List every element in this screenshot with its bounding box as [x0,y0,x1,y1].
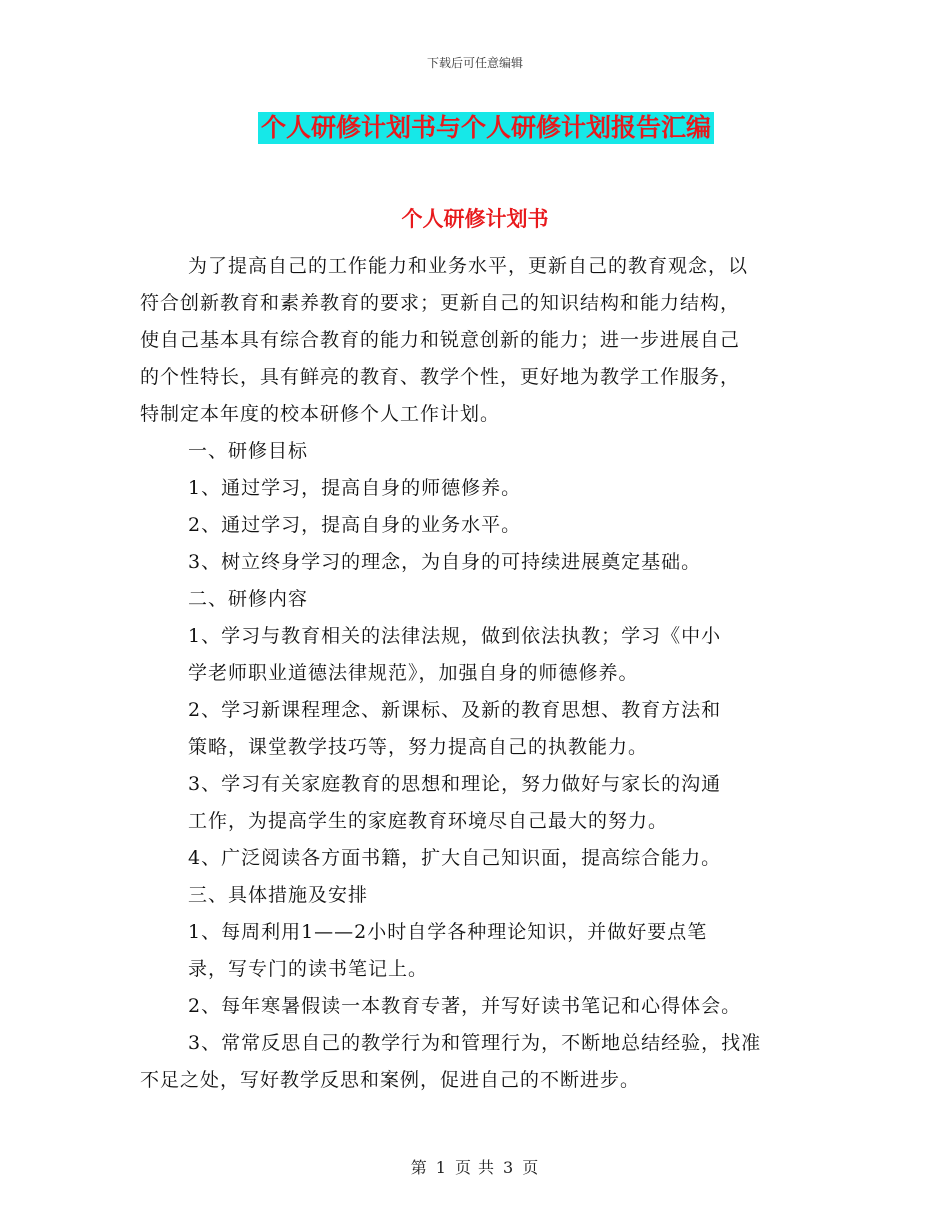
document-title: 个人研修计划书与个人研修计划报告汇编 [258,112,714,144]
list-item-continued: 不足之处，写好教学反思和案例，促进自己的不断进步。 [140,1069,641,1091]
page-prefix: 第 [410,1158,428,1177]
list-item: 3、常常反思自己的教学行为和管理行为，不断地总结经验，找准 [188,1032,762,1054]
section-heading: 二、研修内容 [188,588,309,610]
list-item: 1、每周利用1——2小时自学各种理论知识，并做好要点笔 [188,921,708,943]
list-item: 3、学习有关家庭教育的思想和理论，努力做好与家长的沟通 [188,773,722,795]
section-title: 个人研修计划书 [401,206,549,231]
paragraph-line: 使自己基本具有综合教育的能力和锐意创新的能力；进一步进展自己 [140,329,741,351]
paragraph-line: 的个性特长，具有鲜亮的教育、教学个性，更好地为教学工作服务， [140,366,741,388]
list-item: 3、树立终身学习的理念，为自身的可持续进展奠定基础。 [188,551,702,573]
section-heading: 一、研修目标 [188,440,309,462]
document-body [140,248,820,1099]
paragraph-line: 为了提高自己的工作能力和业务水平，更新自己的教育观念，以 [188,255,749,277]
list-item-continued: 策略，课堂教学技巧等，努力提高自己的执教能力。 [188,736,649,758]
paragraph-line: 特制定本年度的校本研修个人工作计划。 [140,403,501,425]
page-number: 1 [435,1158,447,1177]
list-item-continued: 工作，为提高学生的家庭教育环境尽自己最大的努力。 [188,810,669,832]
header-note: 下载后可任意编辑 [426,56,523,70]
list-item: 4、广泛阅读各方面书籍，扩大自己知识面，提高综合能力。 [188,847,722,869]
section-heading: 三、具体措施及安排 [188,884,369,906]
list-item-continued: 学老师职业道德法律规范》，加强自身的师德修养。 [188,662,639,684]
list-item-continued: 录，写专门的读书笔记上。 [188,958,429,980]
total-pages: 3 [503,1158,515,1177]
list-item: 2、通过学习，提高自身的业务水平。 [188,514,522,536]
list-item: 1、通过学习，提高自身的师德修养。 [188,477,522,499]
page-footer [0,1155,950,1178]
paragraph-line: 符合创新教育和素养教育的要求；更新自己的知识结构和能力结构， [140,292,741,314]
list-item: 1、学习与教育相关的法律法规，做到依法执教；学习《中小 [188,625,722,647]
page-suffix: 页 [522,1158,540,1177]
list-item: 2、学习新课程理念、新课标、及新的教育思想、教育方法和 [188,699,722,721]
list-item: 2、每年寒暑假读一本教育专著，并写好读书笔记和心得体会。 [188,995,742,1017]
page-mid: 页 共 [454,1158,496,1177]
